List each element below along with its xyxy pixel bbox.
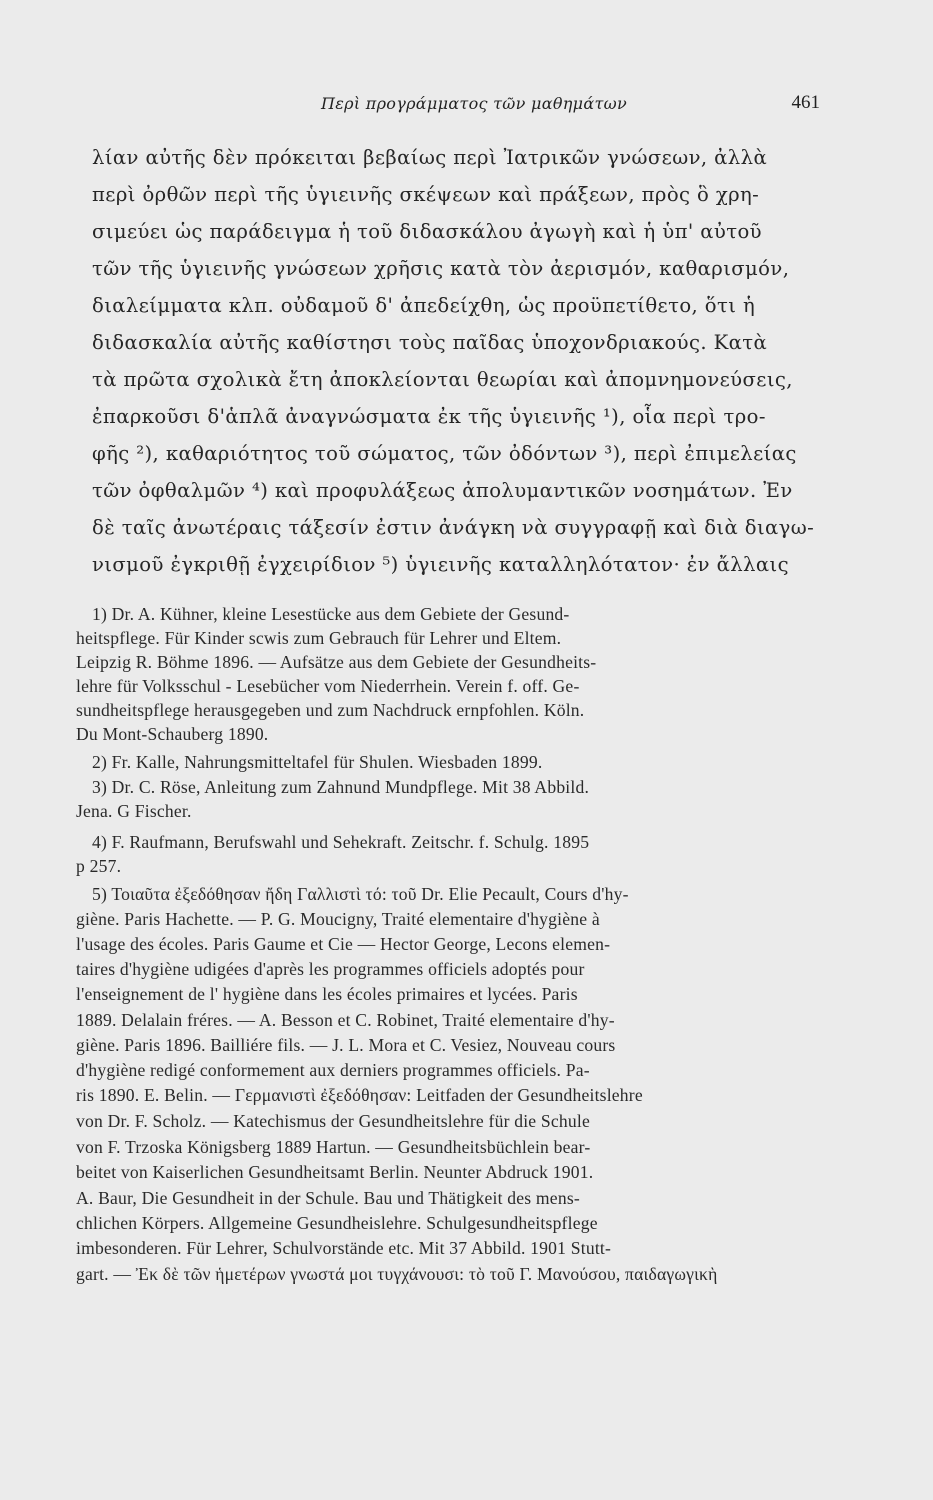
footnote-line: 3) Dr. C. Röse, Anleitung zum Zahnund Mundpflege. Mit 38 Abbild. (92, 777, 590, 797)
body-line: διαλείμματα κλπ. οὐδαμοῦ δ' ἀπεδείχθη, ὡς προϋπετίθετο, ὅτι ἡ (92, 294, 756, 317)
footnote-line: ris 1890. E. Belin. — Γερμανιστὶ ἐξεδόθησαν: Leitfaden der Gesundheitslehre (76, 1085, 643, 1105)
body-line: περὶ ὀρθῶν περὶ τῆς ὑγιεινῆς σκέψεων καὶ πράξεων, πρὸς ὃ χρη- (92, 183, 760, 206)
footnote-line: beitet von Kaiserlichen Gesundheitsamt Berlin. Neunter Abdruck 1901. (76, 1162, 594, 1182)
body-line: τῶν ὀφθαλμῶν ⁴) καὶ προφυλάξεως ἀπολυμαντικῶν νοσημάτων. Ἐν (92, 479, 793, 502)
body-line: λίαν αὐτῆς δὲν πρόκειται βεβαίως περὶ Ἰατρικῶν γνώσεων, ἀλλὰ (92, 146, 768, 169)
footnote-line: heitspflege. Für Kinder scwis zum Gebrauch für Lehrer und Eltem. (76, 628, 562, 648)
footnote-line: l'usage des écoles. Paris Gaume et Cie — Hector George, Lecons elemen- (76, 934, 611, 954)
footnote-line: imbesonderen. Für Lehrer, Schulvorstände etc. Mit 37 Abbild. 1901 Stutt- (76, 1238, 612, 1258)
running-title: Περὶ προγράμματος τῶν μαθημάτων (320, 94, 628, 113)
running-head (92, 94, 820, 124)
body-line: ἐπαρκοῦσι δ'ἁπλᾶ ἀναγνώσματα ἐκ τῆς ὑγιεινῆς ¹), οἷα περὶ τρο- (92, 405, 766, 428)
footnote-line: von Dr. F. Scholz. — Katechismus der Gesundheitslehre für die Schule (76, 1111, 590, 1131)
footnote-line: sundheitspflege herausgegeben und zum Nachdruck ernpfohlen. Köln. (76, 700, 585, 720)
footnote-line: Du Mont-Schauberg 1890. (76, 724, 269, 744)
body-line: τὰ πρῶτα σχολικὰ ἔτη ἀποκλείονται θεωρίαι καὶ ἀπομνημονεύσεις, (92, 368, 793, 391)
footnote-line: p 257. (76, 856, 122, 876)
footnote-line: 2) Fr. Kalle, Nahrungsmitteltafel für Shulen. Wiesbaden 1899. (92, 752, 543, 772)
footnote-line: chlichen Körpers. Allgemeine Gesundheislehre. Schulgesundheitspflege (76, 1213, 598, 1233)
footnote-line: 1) Dr. A. Kühner, kleine Lesestücke aus dem Gebiete der Gesund- (92, 604, 570, 624)
footnote-line: 5) Τοιαῦτα ἐξεδόθησαν ἤδη Γαλλιστὶ τό: τοῦ Dr. Elie Pecault, Cours d'hy- (92, 884, 629, 904)
footnote-line: d'hygiène redigé conformement aux derniers programmes officiels. Pa- (76, 1060, 590, 1080)
body-line: σιμεύει ὡς παράδειγμα ἡ τοῦ διδασκάλου ἀγωγὴ καὶ ἡ ὑπ' αὐτοῦ (92, 220, 762, 243)
body-line: δὲ ταῖς ἀνωτέραις τάξεσίν ἐστιν ἀνάγκη νὰ συγγραφῇ καὶ διὰ διαγω- (92, 516, 815, 539)
footnote-line: Jena. G Fischer. (76, 801, 192, 821)
footnote-line: A. Baur, Die Gesundheit in der Schule. Bau und Thätigkeit des mens- (76, 1188, 580, 1208)
footnote-line: 4) F. Raufmann, Berufswahl und Sehekraft. Zeitschr. f. Schulg. 1895 (92, 832, 590, 852)
body-line: νισμοῦ ἐγκριθῇ ἐγχειρίδιον ⁵) ὑγιεινῆς καταλληλότατον· ἐν ἄλλαις (92, 553, 789, 576)
footnote-line: l'enseignement de l' hygiène dans les écoles primaires et lycées. Paris (76, 984, 578, 1004)
footnote-line: taires d'hygiène udigées d'après les programmes officiels adoptés pour (76, 959, 585, 979)
body-line: φῆς ²), καθαριότητος τοῦ σώματος, τῶν ὀδόντων ³), περὶ ἐπιμελείας (92, 442, 797, 465)
footnote-line: lehre für Volksschul - Lesebücher vom Niederrhein. Verein f. off. Ge- (76, 676, 580, 696)
footnote-line: 1889. Delalain fréres. — A. Besson et C. Robinet, Traité elementaire d'hy- (76, 1010, 615, 1030)
footnote-line: von F. Trzoska Königsberg 1889 Hartun. — Gesundheitsbüchlein bear- (76, 1137, 591, 1157)
footnote-line: Leipzig R. Böhme 1896. — Aufsätze aus dem Gebiete der Gesundheits- (76, 652, 597, 672)
footnote-line: giène. Paris 1896. Bailliére fils. — J. L. Mora et C. Vesiez, Nouveau cours (76, 1035, 616, 1055)
page-number: 461 (791, 92, 820, 113)
footnote-line: giène. Paris Hachette. — P. G. Moucigny, Traité elementaire d'hygiène à (76, 909, 600, 929)
body-line: τῶν τῆς ὑγιεινῆς γνώσεων χρῆσις κατὰ τὸν ἀερισμόν, καθαρισμόν, (92, 257, 790, 280)
footnote-line: gart. — Ἐκ δὲ τῶν ἡμετέρων γνωστά μοι τυγχάνουσι: τὸ τοῦ Γ. Μανούσου, παιδαγωγικὴ (76, 1264, 718, 1284)
body-line: διδασκαλία αὐτῆς καθίστησι τοὺς παῖδας ὑποχονδριακούς. Κατὰ (92, 331, 768, 354)
